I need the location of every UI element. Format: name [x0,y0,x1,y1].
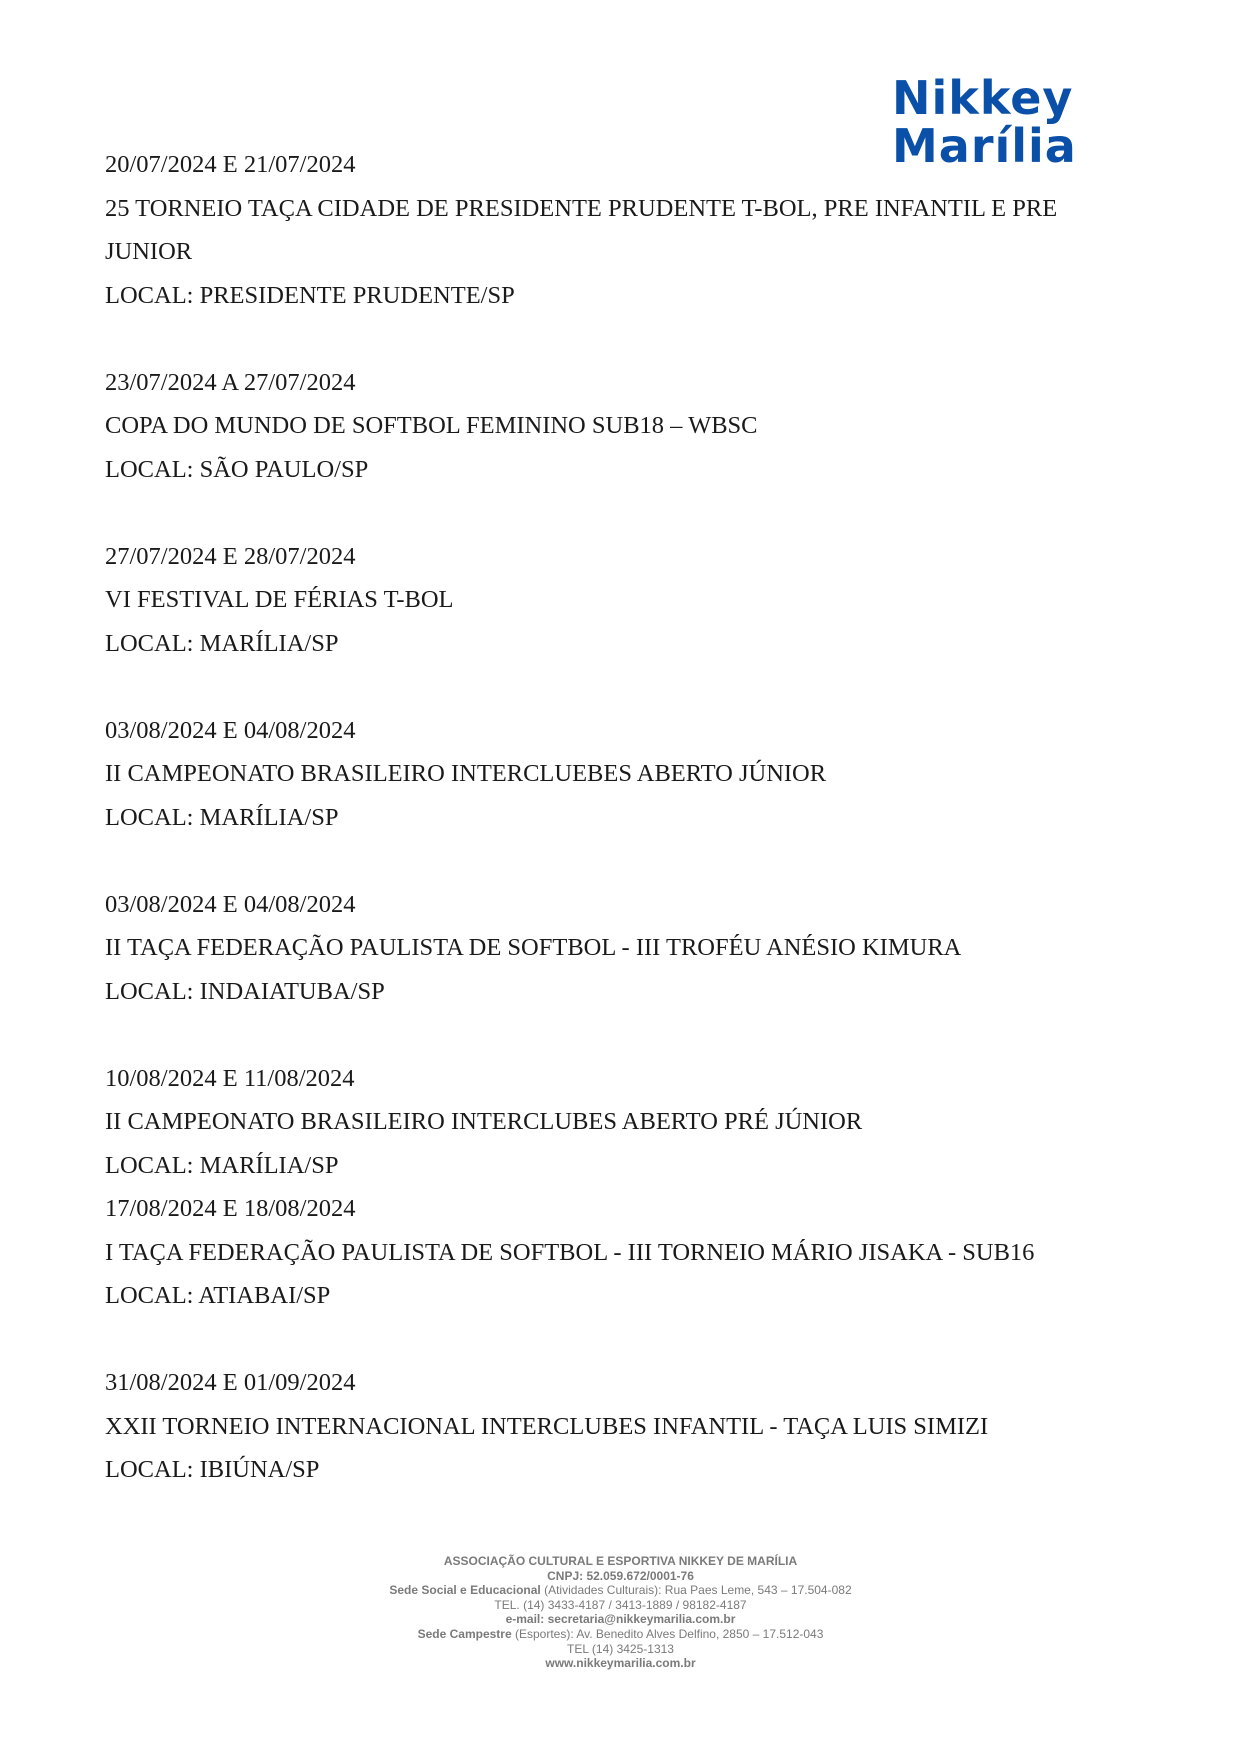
footer-sede-campestre-label: Sede Campestre [417,1626,512,1641]
event-item [105,535,1135,666]
event-local: LOCAL: MARÍLIA/SP [105,803,339,831]
event-item [105,1187,1135,1318]
event-date: 31/08/2024 E 01/09/2024 [105,1369,356,1396]
event-date: 10/08/2024 E 11/08/2024 [105,1064,355,1092]
event-local: LOCAL: ATIABAI/SP [105,1282,331,1309]
event-local: LOCAL: MARÍLIA/SP [105,629,339,657]
footer-cnpj: CNPJ: 52.059.672/0001-76 [547,1568,694,1583]
footer-sede-campestre [0,1627,1241,1642]
event-title: XXII TORNEIO INTERNACIONAL INTERCLUBES INFANTIL - TAÇA LUIS SIMIZI [105,1412,989,1440]
event-title: I TAÇA FEDERAÇÃO PAULISTA DE SOFTBOL - III TORNEIO MÁRIO JISAKA - SUB16 [105,1238,1035,1266]
event-title: 25 TORNEIO TAÇA CIDADE DE PRESIDENTE PRUDENTE T-BOL, PRE INFANTIL E PRE JUNIOR [105,194,1058,265]
footer-tel-1: TEL. (14) 3433-4187 / 3413-1889 / 98182-4187 [494,1597,747,1612]
event-item [105,1361,1135,1492]
footer-org-name: ASSOCIAÇÃO CULTURAL E ESPORTIVA NIKKEY DE MARÍLIA [443,1554,798,1568]
event-title: II CAMPEONATO BRASILEIRO INTERCLUEBES ABERTO JÚNIOR [105,760,827,787]
footer-sede-social-label: Sede Social e Educacional [389,1583,541,1598]
event-title: COPA DO MUNDO DE SOFTBOL FEMININO SUB18 – WBSC [105,412,758,439]
footer-email: e-mail: secretaria@nikkeymarilia.com.br [505,1612,736,1627]
event-date: 03/08/2024 E 04/08/2024 [105,716,356,744]
footer-sede-social [0,1583,1241,1598]
event-local: LOCAL: PRESIDENTE PRUDENTE/SP [105,281,515,309]
footer-tel-2: TEL (14) 3425-1313 [567,1641,674,1656]
event-date: 27/07/2024 E 28/07/2024 [105,542,356,570]
event-item [105,361,1135,492]
event-date: 03/08/2024 E 04/08/2024 [105,890,356,918]
footer-sede-social-text: (Atividades Culturais): Rua Paes Leme, 543 – 17.504-082 [540,1583,852,1598]
event-local: LOCAL: INDAIATUBA/SP [105,977,385,1005]
event-date: 23/07/2024 A 27/07/2024 [105,368,356,396]
logo-line-2: Marília [892,119,1077,173]
event-title: II CAMPEONATO BRASILEIRO INTERCLUBES ABERTO PRÉ JÚNIOR [105,1108,863,1135]
event-list [105,143,1135,1535]
event-title: VI FESTIVAL DE FÉRIAS T-BOL [105,586,454,613]
event-local: LOCAL: IBIÚNA/SP [105,1456,320,1483]
event-item [105,143,1135,317]
event-item [105,1057,1135,1188]
event-item [105,709,1135,840]
event-local: LOCAL: MARÍLIA/SP [105,1151,339,1179]
event-local: LOCAL: SÃO PAULO/SP [105,455,369,483]
footer-sede-campestre-text: (Esportes): Av. Benedito Alves Delfino, 2850 – 17.512-043 [511,1626,824,1641]
event-item [105,883,1135,1014]
footer-website: www.nikkeymarilia.com.br [545,1656,696,1671]
event-title: II TAÇA FEDERAÇÃO PAULISTA DE SOFTBOL - III TROFÉU ANÉSIO KIMURA [105,934,962,961]
event-date: 17/08/2024 E 18/08/2024 [105,1195,356,1222]
footer [0,1554,1241,1671]
logo-line-1: Nikkey [892,71,1074,125]
event-date: 20/07/2024 E 21/07/2024 [105,151,356,178]
